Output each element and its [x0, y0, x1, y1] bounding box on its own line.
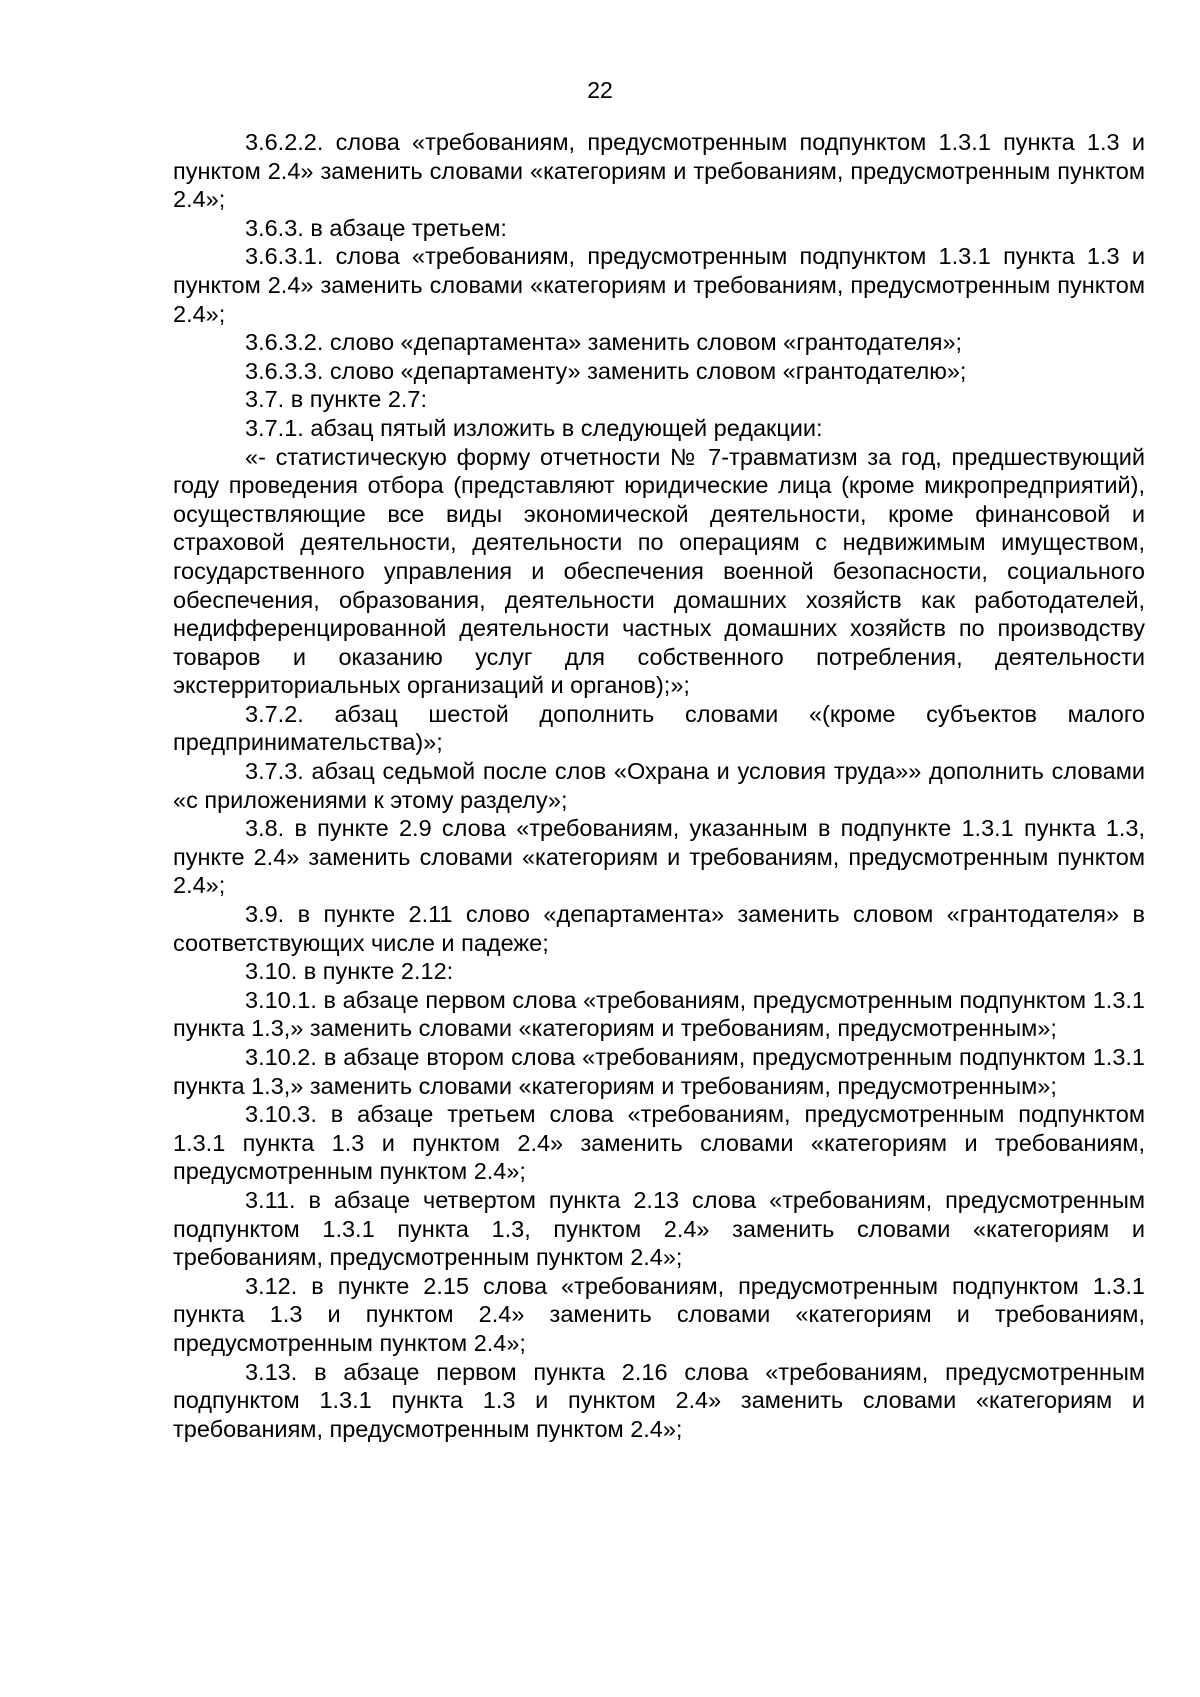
paragraph-3-9: 3.9. в пункте 2.11 слово «департамента» заменить словом «грантодателя» в соответствующих числе и падеже;: [173, 901, 1145, 956]
paragraph-3-10: 3.10. в пункте 2.12:: [245, 958, 454, 985]
paragraph-3-6-2-2: 3.6.2.2. слова «требованиям, предусмотренным подпунктом 1.3.1 пункта 1.3 и пунктом 2.4» заменить словами «категориям и требованиям, предусмотренным пунктом 2.4»;: [173, 129, 1145, 213]
paragraph-3-7-3: 3.7.3. абзац седьмой после слов «Охрана и условия труда»» дополнить словами «с приложениями к этому разделу»;: [173, 758, 1145, 813]
paragraph-3-7: 3.7. в пункте 2.7:: [245, 386, 428, 413]
paragraph-3-10-1: 3.10.1. в абзаце первом слова «требованиям, предусмотренным подпунктом 1.3.1 пункта 1.3,» заменить словами «категориям и требованиям, предусмотренным»;: [173, 986, 1145, 1042]
paragraph-3-11: 3.11. в абзаце четвертом пункта 2.13 слова «требованиям, предусмотренным подпунктом 1.3.1 пункта 1.3, пунктом 2.4» заменить словами «категориям и требованиям, предусмотренным пунктом 2.4»;: [173, 1186, 1145, 1271]
paragraph-3-10-3: 3.10.3. в абзаце третьем слова «требованиям, предусмотренным подпунктом 1.3.1 пункта 1.3 и пунктом 2.4» заменить словами «категориям и требованиям, предусмотренным пунктом 2.4»;: [173, 1101, 1145, 1185]
paragraph-3-8: 3.8. в пункте 2.9 слова «требованиям, указанным в подпункте 1.3.1 пункта 1.3, пункте 2.4» заменить словами «категориям и требованиям, предусмотренным пунктом 2.4»;: [173, 815, 1145, 899]
paragraph-3-6-3: 3.6.3. в абзаце третьем:: [245, 214, 507, 241]
paragraph-3-10-2: 3.10.2. в абзаце втором слова «требованиям, предусмотренным подпунктом 1.3.1 пункта 1.3,» заменить словами «категориям и требованиям, предусмотренным»;: [173, 1044, 1145, 1099]
paragraph-3-6-3-2: 3.6.3.2. слово «департамента» заменить словом «грантодателя»;: [245, 329, 963, 356]
document-body: [173, 128, 1145, 1443]
paragraph-3-13: 3.13. в абзаце первом пункта 2.16 слова «требованиям, предусмотренным подпунктом 1.3.1 пункта 1.3 и пунктом 2.4» заменить словами «категориям и требованиям, предусмотренным пунктом 2.4»;: [173, 1358, 1145, 1442]
paragraph-3-6-3-3: 3.6.3.3. слово «департаменту» заменить словом «грантодателю»;: [245, 357, 967, 384]
paragraph-3-7-1: 3.7.1. абзац пятый изложить в следующей редакции:: [245, 414, 823, 441]
paragraph-3-12: 3.12. в пункте 2.15 слова «требованиям, предусмотренным подпунктом 1.3.1 пункта 1.3 и пунктом 2.4» заменить словами «категориям и требованиям, предусмотренным пунктом 2.4»;: [173, 1272, 1145, 1356]
paragraph-3-6-3-1: 3.6.3.1. слова «требованиям, предусмотренным подпунктом 1.3.1 пункта 1.3 и пунктом 2.4» заменить словами «категориям и требованиям, предусмотренным пунктом 2.4»;: [173, 243, 1145, 327]
paragraph-quoted-statistical-form: «- статистическую форму отчетности № 7-травматизм за год, предшествующий году проведения отбора (представляют юридические лица (кроме микропредприятий), осуществляющие все виды экономической деятельности, кроме финансовой и страховой деятельности, деятельности по операциям с недвижимым имуществом, государственного управления и обеспечения военной безопасности, социального обеспечения, образования, деятельности домашних хозяйств как работодателей, недифференцированной деятельности частных домашних хозяйств по производству товаров и оказанию услуг для собственного потребления, деятельности экстерриториальных организаций и органов);»;: [173, 443, 1145, 699]
paragraph-3-7-2: 3.7.2. абзац шестой дополнить словами «(кроме субъектов малого предпринимательства)»;: [173, 700, 1145, 756]
page-number: 22: [587, 77, 613, 103]
